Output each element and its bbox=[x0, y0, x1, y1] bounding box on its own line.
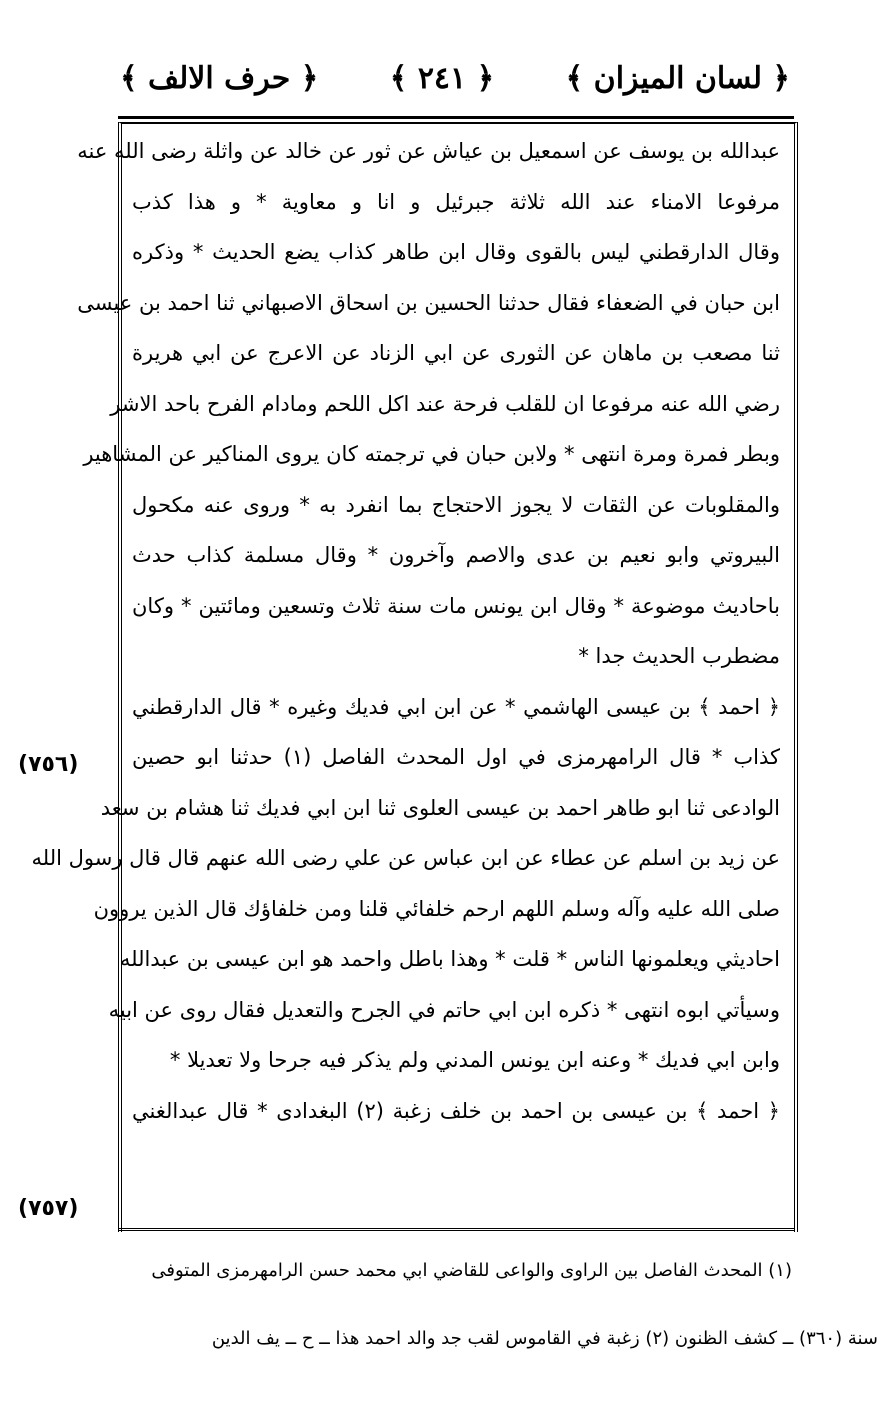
footnote-continuation: سنة (٣٦٠) ــ كشف الظنون (٢) زغبة في القاموس لقب جد والد احمد هذا ــ ح ــ يف الدين bbox=[211, 1328, 878, 1349]
text-line: وبطر فمرة ومرة انتهى * ولابن حبان في ترجمته كان يروى المناكير عن المشاهير bbox=[83, 442, 780, 466]
page-number: ﴿ ٢٤١ ﴾ bbox=[389, 60, 495, 96]
text-line: مضطرب الحديث جدا * bbox=[578, 644, 780, 668]
text-line: كذاب * قال الرامهرمزى في اول المحدث الفاصل (١) حدثنا ابو حصين bbox=[132, 745, 780, 769]
entry-number-757: (٧٥٧) bbox=[18, 1196, 79, 1221]
text-line: الوادعى ثنا ابو طاهر احمد بن عيسى العلوى ثنا ابن ابي فديك ثنا هشام بن سعد bbox=[100, 795, 780, 820]
text-line: ابن حبان في الضعفاء فقال حدثنا الحسين بن اسحاق الاصبهاني ثنا احمد بن عيسى bbox=[77, 290, 780, 315]
text-line: عبدالله بن يوسف عن اسمعيل بن عياش عن ثور عن خالد عن واثلة رضى الله عنه bbox=[77, 139, 780, 163]
footnote-rule bbox=[118, 1228, 794, 1235]
text-line: رضي الله عنه مرفوعا ان للقلب فرحة عند اكل اللحم ومادام الفرح باحد الاشر bbox=[110, 391, 780, 416]
text-line: صلى الله عليه وآله وسلم اللهم ارحم خلفائي قلنا ومن خلفاؤك قال الذين يروون bbox=[93, 896, 780, 921]
text-line: ثنا مصعب بن ماهان عن الثورى عن ابي الزناد عن الاعرج عن ابي هريرة bbox=[132, 341, 780, 365]
text-line: وقال الدارقطني ليس بالقوى وقال ابن طاهر كذاب يضع الحديث * وذكره bbox=[132, 240, 780, 264]
entry-heading: ﴿ احمد ﴾ بن عيسى بن احمد بن خلف زغبة (٢) البغدادى * قال عبدالغني bbox=[132, 1098, 780, 1123]
text-line: عن زيد بن اسلم عن عطاء عن ابن عباس عن علي رضى الله عنهم قال قال رسول الله bbox=[31, 846, 780, 870]
text-line: البيروتي وابو نعيم بن عدى والاصم وآخرون * وقال مسلمة كذاب حدث bbox=[132, 543, 780, 567]
footnote-1: (١) المحدث الفاصل بين الراوى والواعى للقاضي ابي محمد حسن الرامهرمزى المتوفى bbox=[151, 1260, 792, 1281]
text-line: وسيأتي ابوه انتهى * ذكره ابن ابي حاتم في الجرح والتعديل فقال روى عن ابيه bbox=[108, 997, 780, 1022]
text-line: والمقلوبات عن الثقات لا يجوز الاحتجاج بما انفرد به * وروى عنه مكحول bbox=[132, 492, 780, 517]
text-line: وابن ابي فديك * وعنه ابن يونس المدني ولم يذكر فيه جرحا ولا تعديلا * bbox=[169, 1048, 780, 1072]
page-header bbox=[120, 52, 790, 104]
entry-heading: ﴿ احمد ﴾ بن عيسى الهاشمي * عن ابن ابي فديك وغيره * قال الدارقطني bbox=[132, 694, 780, 719]
book-title: ﴿ لسان الميزان ﴾ bbox=[565, 60, 790, 96]
chapter-title: ﴿ حرف الالف ﴾ bbox=[120, 60, 319, 96]
text-line: باحاديث موضوعة * وقال ابن يونس مات سنة ثلاث وتسعين ومائتين * وكان bbox=[132, 593, 780, 618]
header-rule bbox=[118, 116, 794, 119]
text-line: مرفوعا الامناء عند الله ثلاثة جبرئيل و انا و معاوية * و هذا كذب bbox=[132, 189, 780, 214]
entry-number-756: (٧٥٦) bbox=[18, 752, 79, 777]
text-line: احاديثي ويعلمونها الناس * قلت * وهذا باطل واحمد هو ابن عيسى بن عبدالله bbox=[119, 947, 780, 971]
